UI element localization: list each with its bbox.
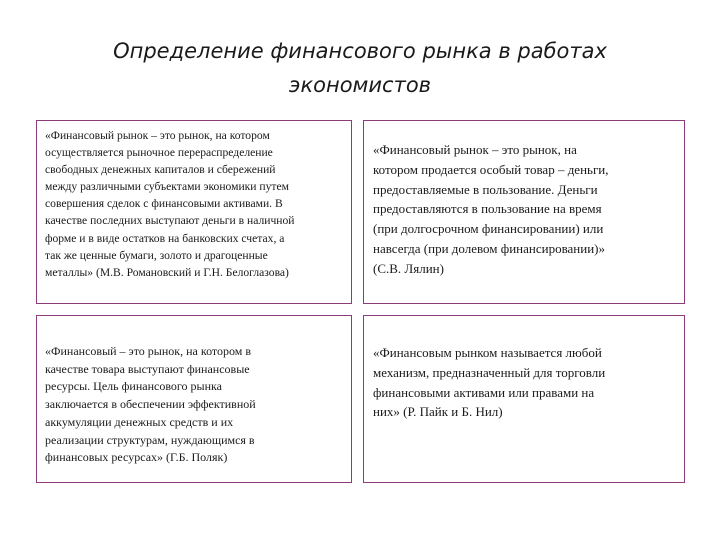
definition-line: совершения сделок с финансовыми активами. В (45, 197, 283, 211)
definition-line: «Финансовый – это рынок, на котором в (45, 344, 252, 358)
definition-line: осуществляется рыночное перераспределение (45, 146, 273, 160)
definition-line: между различными субъектами экономики путем (45, 180, 289, 194)
definition-line: предоставляются в пользование на время (373, 201, 602, 217)
definition-line: заключается в обеспечении эффективной (45, 397, 256, 412)
definition-line: реализации структурам, нуждающимся в (45, 432, 255, 447)
definition-line: качестве последних выступают деньги в наличной (45, 214, 295, 228)
title-line-1: Определение финансового рынка в работах (113, 39, 607, 63)
title-line-2: экономистов (288, 73, 432, 97)
definition-line: аккумуляции денежных средств и их (45, 414, 234, 429)
definition-line: «Финансовым рынком называется любой (373, 345, 602, 360)
definition-line: предоставляемые в пользование. Деньги (373, 181, 598, 197)
definition-line: «Финансовый рынок – это рынок, на котором (45, 129, 270, 142)
definition-line: (С.В. Лялин) (373, 260, 444, 276)
definition-line: них» (Р. Пайк и Б. Нил) (373, 404, 503, 420)
definition-line: котором продается особый товар – деньги, (373, 161, 609, 177)
definition-box-pike-neale (363, 315, 685, 483)
definition-line: ресурсы. Цель финансового рынка (45, 379, 222, 394)
definition-line: металлы» (М.В. Романовский и Г.Н. Белоглазова) (45, 265, 289, 279)
definition-line: качестве товара выступают финансовые (45, 361, 250, 376)
slide-title (40, 34, 680, 102)
definition-line: финансовых ресурсах» (Г.Б. Поляк) (45, 450, 228, 465)
definition-box-romanovsky (36, 120, 352, 304)
definition-line: так же ценные бумаги, золото и драгоценные (45, 248, 268, 262)
definition-line: (при долгосрочном финансировании) или (373, 221, 604, 237)
definition-line: форме и в виде остатков на банковских счетах, а (45, 231, 285, 245)
definition-line: навсегда (при долевом финансировании)» (373, 240, 606, 256)
definition-line: свободных денежных капиталов и сбережений (45, 163, 276, 177)
definition-line: механизм, предназначенный для торговли (373, 364, 606, 380)
definition-box-lyalin (363, 120, 685, 304)
definition-box-polyak (36, 315, 352, 483)
definition-line: «Финансовый рынок – это рынок, на (373, 142, 577, 157)
definition-line: финансовыми активами или правами на (373, 384, 595, 400)
